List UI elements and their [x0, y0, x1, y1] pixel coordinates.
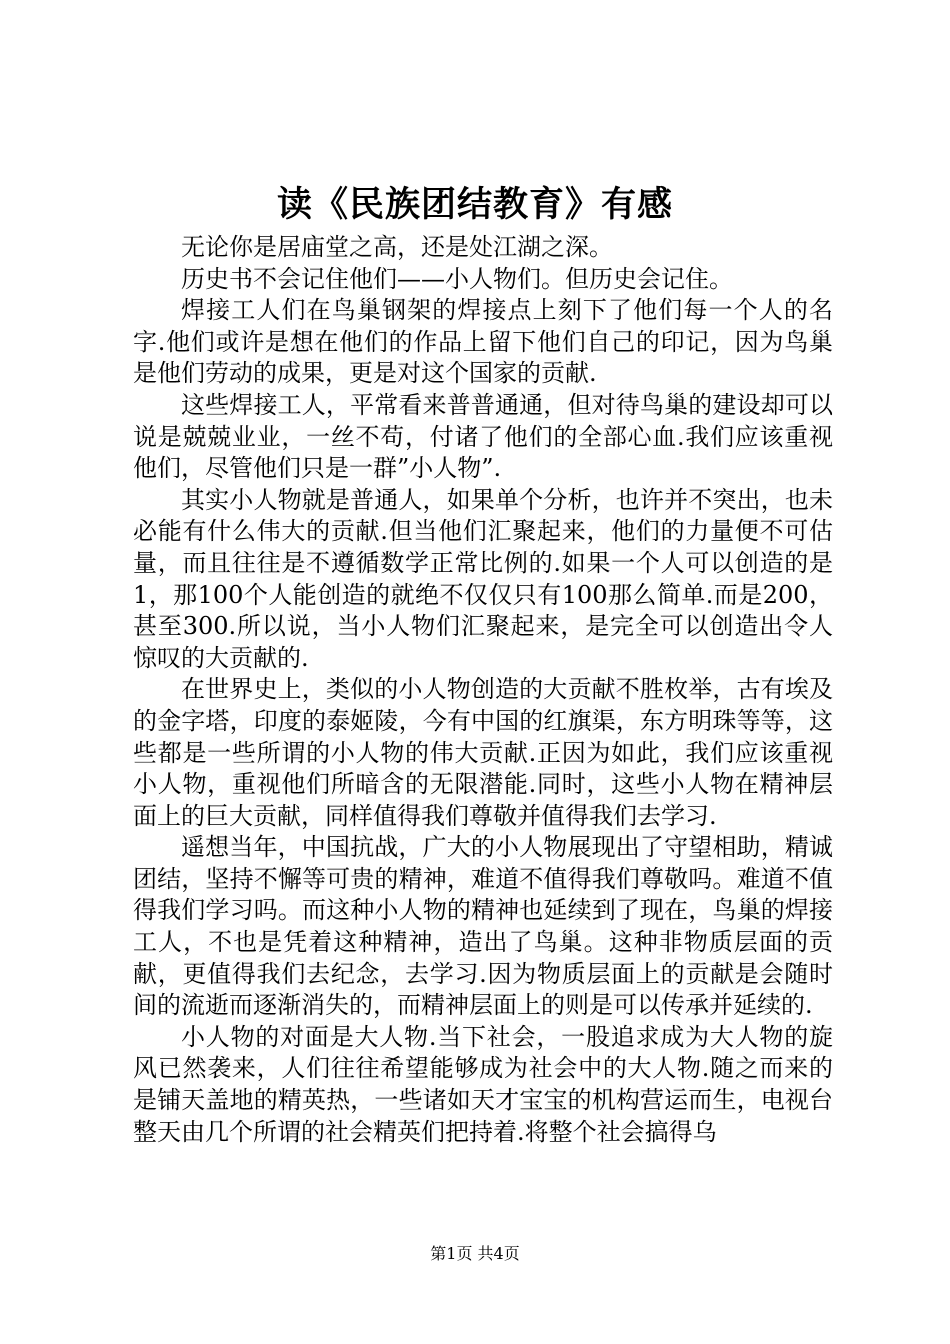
paragraph: 在世界史上，类似的小人物创造的大贡献不胜枚举，古有埃及的金字塔，印度的泰姬陵，今有中国的红旗渠，东方明珠等等，这些都是一些所谓的小人物的伟大贡献.正因为如此，我们应该重视小人物，重视他们所暗含的无限潜能.同时，这些小人物在精神层面上的巨大贡献，同样值得我们尊敬并值得我们去学习. [133, 675, 833, 830]
paragraph: 无论你是居庙堂之高，还是处江湖之深。 [181, 233, 613, 261]
paragraph: 其实小人物就是普通人，如果单个分析，也许并不突出，也未必能有什么伟大的贡献.但当他们汇聚起来，他们的力量便不可估量，而且往往是不遵循数学正常比例的.如果一个人可以创造的是1，那100个人能创造的就绝不仅仅只有100那么简单.而是200，甚至300.所以说，当小人物们汇聚起来，是完全可以创造出令人惊叹的大贡献的. [133, 485, 833, 672]
paragraph: 这些焊接工人，平常看来普普通通，但对待鸟巢的建设却可以说是兢兢业业，一丝不苟，付诸了他们的全部心血.我们应该重视他们，尽管他们只是一群”小人物”. [133, 390, 833, 483]
paragraph: 小人物的对面是大人物.当下社会，一股追求成为大人物的旋风已然袭来，人们往往希望能够成为社会中的大人物.随之而来的是铺天盖地的精英热，一些诸如天才宝宝的机构营运而生，电视台整天由几个所谓的社会精英们把持着.将整个社会搞得乌 [133, 1022, 833, 1146]
page-title: 读《民族团结教育》有感 [276, 184, 673, 225]
page-footer: 第1页 共4页 [430, 1244, 520, 1263]
paragraph: 历史书不会记住他们——小人物们。但历史会记住。 [181, 264, 733, 293]
paragraph: 焊接工人们在鸟巢钢架的焊接点上刻下了他们每一个人的名字.他们或许是想在他们的作品上留下他们自己的印记，因为鸟巢是他们劳动的成果，更是对这个国家的贡献. [133, 296, 833, 388]
paragraph: 遥想当年，中国抗战，广大的小人物展现出了守望相助，精诚团结，坚持不懈等可贵的精神，难道不值得我们尊敬吗。难道不值得我们学习吗。而这种小人物的精神也延续到了现在，鸟巢的焊接工人，不也是凭着这种精神，造出了鸟巢。这种非物质层面的贡献，更值得我们去纪念，去学习.因为物质层面上的贡献是会随时间的流逝而逐渐消失的，而精神层面上的则是可以传承并延续的. [133, 833, 833, 1020]
document-body [133, 232, 833, 1148]
